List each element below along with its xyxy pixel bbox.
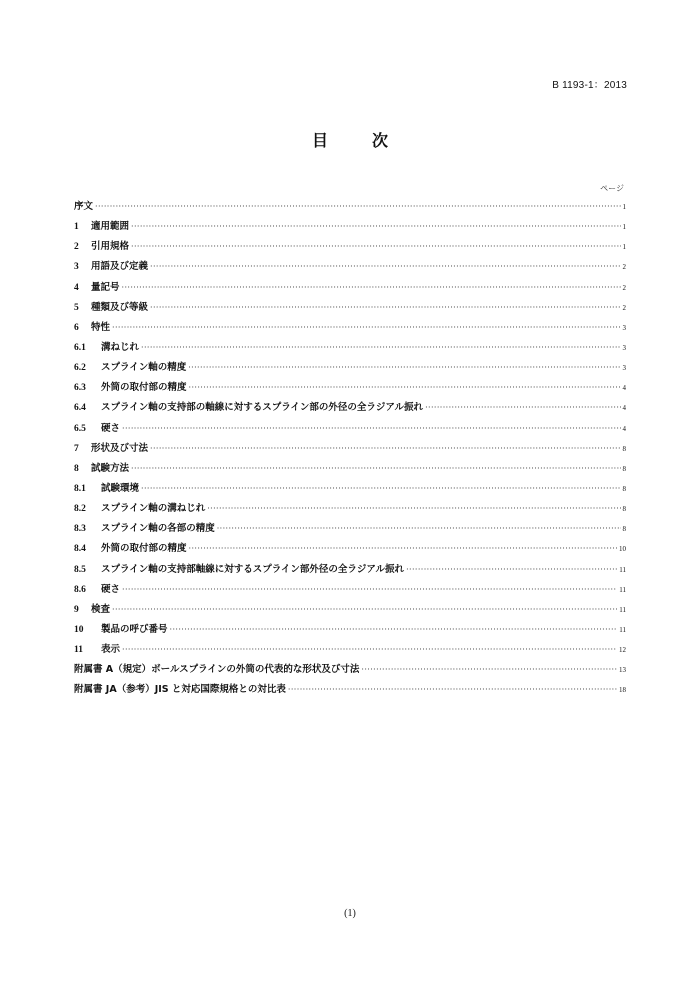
toc-leader-dots <box>95 202 620 211</box>
toc-leader-dots <box>189 383 621 392</box>
toc-entry[interactable] <box>74 359 626 379</box>
toc-entry-page: 12 <box>619 646 626 655</box>
toc-entry-label: スプライン軸の溝ねじれ <box>101 503 206 515</box>
toc-entry-label: スプライン軸の各部の精度 <box>101 523 215 535</box>
toc-entry-page: 11 <box>619 585 626 594</box>
toc-leader-dots <box>122 283 621 292</box>
toc-entry-number: 7 <box>74 443 79 454</box>
toc-leader-dots <box>131 242 620 251</box>
toc-entry-page: 8 <box>622 444 626 453</box>
toc-entry-label: 外筒の取付部の精度 <box>101 543 187 555</box>
toc-entry-label: 量記号 <box>91 281 120 293</box>
toc-entry-page: 11 <box>619 625 626 634</box>
toc-entry-number: 6.2 <box>74 363 86 374</box>
toc-entry-label: 表示 <box>101 644 121 656</box>
toc-entry[interactable] <box>74 621 626 641</box>
toc-entry[interactable] <box>74 299 626 319</box>
toc-entry-label: スプライン軸の支持部の軸線に対するスプライン部の外径の全ラジアル振れ <box>101 402 424 414</box>
toc-entry[interactable] <box>74 601 626 621</box>
toc-entry-label: 附属書 A（規定）ボールスプラインの外筒の代表的な形状及び寸法 <box>74 664 360 676</box>
toc-entry[interactable] <box>74 198 626 218</box>
toc-leader-dots <box>406 565 617 574</box>
toc-leader-dots <box>207 504 620 513</box>
toc-entry[interactable] <box>74 681 626 701</box>
toc-entry-label: 試験環境 <box>101 482 140 494</box>
toc-entry-label: スプライン軸の精度 <box>101 362 187 374</box>
toc-entry-number: 8.1 <box>74 483 86 494</box>
toc-entry[interactable] <box>74 379 626 399</box>
toc-entry[interactable] <box>74 561 626 581</box>
toc-leader-dots <box>288 685 617 694</box>
table-of-contents <box>74 198 626 702</box>
toc-entry-page: 4 <box>622 424 626 433</box>
toc-entry-number: 11 <box>74 645 83 656</box>
toc-leader-dots <box>122 424 620 433</box>
toc-entry[interactable] <box>74 218 626 238</box>
toc-entry-page: 11 <box>619 565 626 574</box>
toc-entry-label: 試験方法 <box>91 462 130 474</box>
toc-entry[interactable] <box>74 581 626 601</box>
toc-entry-page: 4 <box>622 404 626 413</box>
toc-entry-number: 8.4 <box>74 544 86 555</box>
toc-entry-label: 附属書 JA（参考）JIS と対応国際規格との対比表 <box>74 684 286 696</box>
toc-entry-page: 8 <box>622 484 626 493</box>
toc-entry-label: 序文 <box>74 201 94 212</box>
toc-entry-number: 2 <box>74 242 79 253</box>
toc-leader-dots <box>150 262 620 271</box>
toc-entry-number: 6.5 <box>74 423 86 434</box>
toc-entry-page: 2 <box>622 263 626 272</box>
toc-leader-dots <box>112 605 617 614</box>
toc-entry-label: 引用規格 <box>91 241 130 253</box>
toc-leader-dots <box>131 222 620 231</box>
toc-entry[interactable] <box>74 661 626 681</box>
toc-leader-dots <box>141 343 620 352</box>
toc-entry[interactable] <box>74 480 626 500</box>
toc-entry-label: スプライン軸の支持部軸線に対するスプライン部外径の全ラジアル振れ <box>101 563 405 575</box>
toc-entry-page: 13 <box>619 666 626 675</box>
toc-entry-number: 8.2 <box>74 504 86 515</box>
toc-entry[interactable] <box>74 339 626 359</box>
toc-leader-dots <box>170 625 618 634</box>
toc-entry-label: 溝ねじれ <box>101 341 140 353</box>
toc-entry-label: 形状及び寸法 <box>91 442 149 454</box>
toc-entry-number: 6 <box>74 322 79 333</box>
toc-entry-number: 6.3 <box>74 383 86 394</box>
toc-entry-page: 1 <box>622 243 626 252</box>
toc-entry-number: 1 <box>74 222 79 233</box>
toc-entry-page: 2 <box>622 303 626 312</box>
toc-entry[interactable] <box>74 520 626 540</box>
page-column-label: ページ <box>600 184 624 193</box>
toc-leader-dots <box>425 403 620 412</box>
toc-entry-number: 10 <box>74 624 84 635</box>
toc-entry[interactable] <box>74 258 626 278</box>
toc-entry-label: 用語及び定義 <box>91 261 149 273</box>
toc-entry-number: 6.1 <box>74 342 86 353</box>
toc-entry-number: 9 <box>74 604 79 615</box>
toc-entry[interactable] <box>74 500 626 520</box>
toc-leader-dots <box>217 524 621 533</box>
toc-entry-page: 8 <box>622 505 626 514</box>
toc-entry-page: 8 <box>622 525 626 534</box>
toc-entry-page: 3 <box>622 343 626 352</box>
toc-entry-page: 2 <box>622 283 626 292</box>
toc-leader-dots <box>141 484 620 493</box>
toc-entry-label: 外筒の取付部の精度 <box>101 382 187 394</box>
toc-entry-number: 6.4 <box>74 403 86 414</box>
toc-leader-dots <box>122 585 617 594</box>
toc-entry-page: 11 <box>619 605 626 614</box>
toc-leader-dots <box>150 303 620 312</box>
toc-entry[interactable] <box>74 540 626 560</box>
toc-leader-dots <box>150 444 620 453</box>
toc-entry-number: 8.3 <box>74 524 86 535</box>
toc-entry-label: 製品の呼び番号 <box>101 623 168 635</box>
toc-entry[interactable] <box>74 279 626 299</box>
toc-entry-page: 4 <box>622 384 626 393</box>
toc-leader-dots <box>189 544 617 553</box>
toc-entry-number: 8.6 <box>74 584 86 595</box>
toc-entry[interactable] <box>74 440 626 460</box>
toc-entry-page: 3 <box>622 364 626 373</box>
toc-entry-page: 18 <box>619 686 626 695</box>
toc-entry-label: 特性 <box>91 321 111 333</box>
toc-entry[interactable] <box>74 641 626 661</box>
toc-leader-dots <box>112 323 620 332</box>
toc-entry[interactable] <box>74 460 626 480</box>
toc-entry-label: 種類及び等級 <box>91 301 149 313</box>
toc-entry[interactable] <box>74 420 626 440</box>
toc-entry-page: 3 <box>622 323 626 332</box>
toc-entry-number: 5 <box>74 302 79 313</box>
toc-entry-label: 検査 <box>91 603 111 615</box>
toc-entry-number: 8.5 <box>74 564 86 575</box>
toc-leader-dots <box>188 363 620 372</box>
toc-entry[interactable] <box>74 399 626 419</box>
toc-entry[interactable] <box>74 319 626 339</box>
page-number: (1) <box>344 908 356 919</box>
toc-entry-number: 4 <box>74 282 79 293</box>
document-id: B 1193-1：2013 <box>552 80 627 91</box>
toc-entry-page: 1 <box>622 203 626 211</box>
toc-leader-dots <box>122 645 617 654</box>
toc-leader-dots <box>361 665 617 674</box>
toc-entry-page: 1 <box>622 223 626 232</box>
toc-entry[interactable] <box>74 238 626 258</box>
toc-entry-number: 8 <box>74 463 79 474</box>
toc-entry-page: 10 <box>619 545 626 554</box>
page-title: 目 次 <box>311 131 402 150</box>
toc-entry-label: 適用範囲 <box>91 221 130 233</box>
toc-leader-dots <box>131 464 620 473</box>
toc-entry-label: 硬さ <box>101 583 121 595</box>
toc-entry-number: 3 <box>74 262 79 273</box>
toc-entry-label: 硬さ <box>101 422 121 434</box>
toc-entry-page: 8 <box>622 464 626 473</box>
